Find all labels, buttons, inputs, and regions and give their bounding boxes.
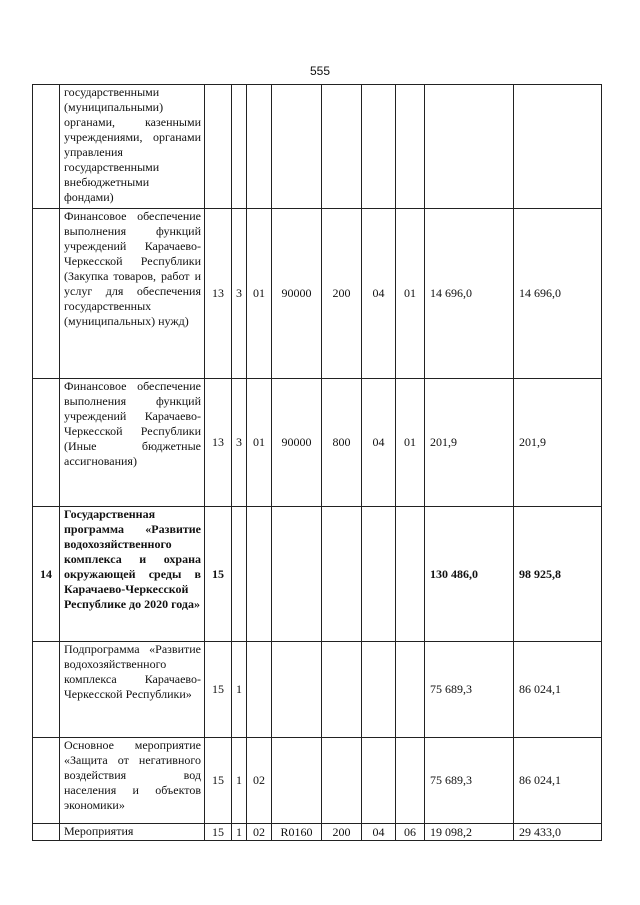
code-c6: 04 bbox=[362, 824, 396, 841]
amount-1: 130 486,0 bbox=[425, 507, 514, 642]
table-row bbox=[33, 738, 602, 824]
code-c4: 90000 bbox=[272, 209, 322, 379]
code-c4 bbox=[272, 738, 322, 824]
code-c2: 3 bbox=[232, 209, 247, 379]
code-c6: 04 bbox=[362, 209, 396, 379]
amount-1: 75 689,3 bbox=[425, 738, 514, 824]
code-c4 bbox=[272, 85, 322, 209]
code-c6 bbox=[362, 507, 396, 642]
code-c7 bbox=[396, 642, 425, 738]
code-c7 bbox=[396, 738, 425, 824]
code-c2: 3 bbox=[232, 379, 247, 507]
row-name: Финансовое обеспечение выполнения функций учреждений Карачаево-Черкесской Республики (Иные бюджетные ассигнования) bbox=[60, 379, 205, 507]
code-c7: 06 bbox=[396, 824, 425, 841]
code-c2 bbox=[232, 507, 247, 642]
code-c5 bbox=[322, 642, 362, 738]
code-c4: 90000 bbox=[272, 379, 322, 507]
code-c7: 01 bbox=[396, 379, 425, 507]
amount-1: 14 696,0 bbox=[425, 209, 514, 379]
code-c4 bbox=[272, 642, 322, 738]
code-c2 bbox=[232, 85, 247, 209]
amount-1 bbox=[425, 85, 514, 209]
code-c3 bbox=[247, 507, 272, 642]
code-c6 bbox=[362, 738, 396, 824]
row-name: Финансовое обеспечение выполнения функций учреждений Карачаево-Черкесской Республики (Закупка товаров, работ и услуг для обеспечения государственных (муниципальных) нужд) bbox=[60, 209, 205, 379]
amount-1: 75 689,3 bbox=[425, 642, 514, 738]
code-c5: 200 bbox=[322, 824, 362, 841]
row-name: Подпрограмма «Развитие водохозяйственного комплекса Карачаево-Черкесской Республики» bbox=[60, 642, 205, 738]
code-c3 bbox=[247, 642, 272, 738]
code-c3: 01 bbox=[247, 209, 272, 379]
code-c1: 15 bbox=[205, 738, 232, 824]
table-row bbox=[33, 85, 602, 209]
table-row bbox=[33, 379, 602, 507]
code-c6 bbox=[362, 642, 396, 738]
amount-2 bbox=[514, 85, 602, 209]
code-c1: 13 bbox=[205, 209, 232, 379]
amount-2: 29 433,0 bbox=[514, 824, 602, 841]
code-c4 bbox=[272, 507, 322, 642]
amount-2: 86 024,1 bbox=[514, 642, 602, 738]
amount-2: 201,9 bbox=[514, 379, 602, 507]
code-c5: 800 bbox=[322, 379, 362, 507]
row-index: 14 bbox=[33, 507, 60, 642]
page-number: 555 bbox=[309, 64, 331, 78]
row-index bbox=[33, 379, 60, 507]
code-c3: 02 bbox=[247, 824, 272, 841]
table-row bbox=[33, 507, 602, 642]
code-c5: 200 bbox=[322, 209, 362, 379]
code-c3: 02 bbox=[247, 738, 272, 824]
code-c7 bbox=[396, 507, 425, 642]
row-name: государственными (муниципальными) органами, казенными учреждениями, органами управления государственными внебюджетными фондами) bbox=[60, 85, 205, 209]
code-c2: 1 bbox=[232, 738, 247, 824]
code-c3 bbox=[247, 85, 272, 209]
code-c5 bbox=[322, 85, 362, 209]
code-c1 bbox=[205, 85, 232, 209]
code-c1: 15 bbox=[205, 507, 232, 642]
code-c7: 01 bbox=[396, 209, 425, 379]
budget-table bbox=[32, 84, 602, 841]
code-c1: 15 bbox=[205, 642, 232, 738]
code-c6 bbox=[362, 85, 396, 209]
row-name: Основное мероприятие «Защита от негативного воздействия вод населения и объектов экономики» bbox=[60, 738, 205, 824]
code-c2: 1 bbox=[232, 824, 247, 841]
table-row bbox=[33, 642, 602, 738]
row-name: Мероприятия bbox=[60, 824, 205, 841]
amount-1: 19 098,2 bbox=[425, 824, 514, 841]
code-c6: 04 bbox=[362, 379, 396, 507]
row-index bbox=[33, 824, 60, 841]
code-c3: 01 bbox=[247, 379, 272, 507]
amount-2: 86 024,1 bbox=[514, 738, 602, 824]
amount-2: 98 925,8 bbox=[514, 507, 602, 642]
code-c5 bbox=[322, 738, 362, 824]
row-index bbox=[33, 209, 60, 379]
table-row bbox=[33, 824, 602, 841]
code-c2: 1 bbox=[232, 642, 247, 738]
amount-2: 14 696,0 bbox=[514, 209, 602, 379]
code-c7 bbox=[396, 85, 425, 209]
code-c5 bbox=[322, 507, 362, 642]
table-row bbox=[33, 209, 602, 379]
row-name: Государственная программа «Развитие водохозяйственного комплекса и охрана окружающей среды в Карачаево-Черкесской Республике до 2020 года» bbox=[60, 507, 205, 642]
code-c1: 15 bbox=[205, 824, 232, 841]
row-index bbox=[33, 642, 60, 738]
code-c4: R0160 bbox=[272, 824, 322, 841]
row-index bbox=[33, 738, 60, 824]
row-index bbox=[33, 85, 60, 209]
amount-1: 201,9 bbox=[425, 379, 514, 507]
code-c1: 13 bbox=[205, 379, 232, 507]
